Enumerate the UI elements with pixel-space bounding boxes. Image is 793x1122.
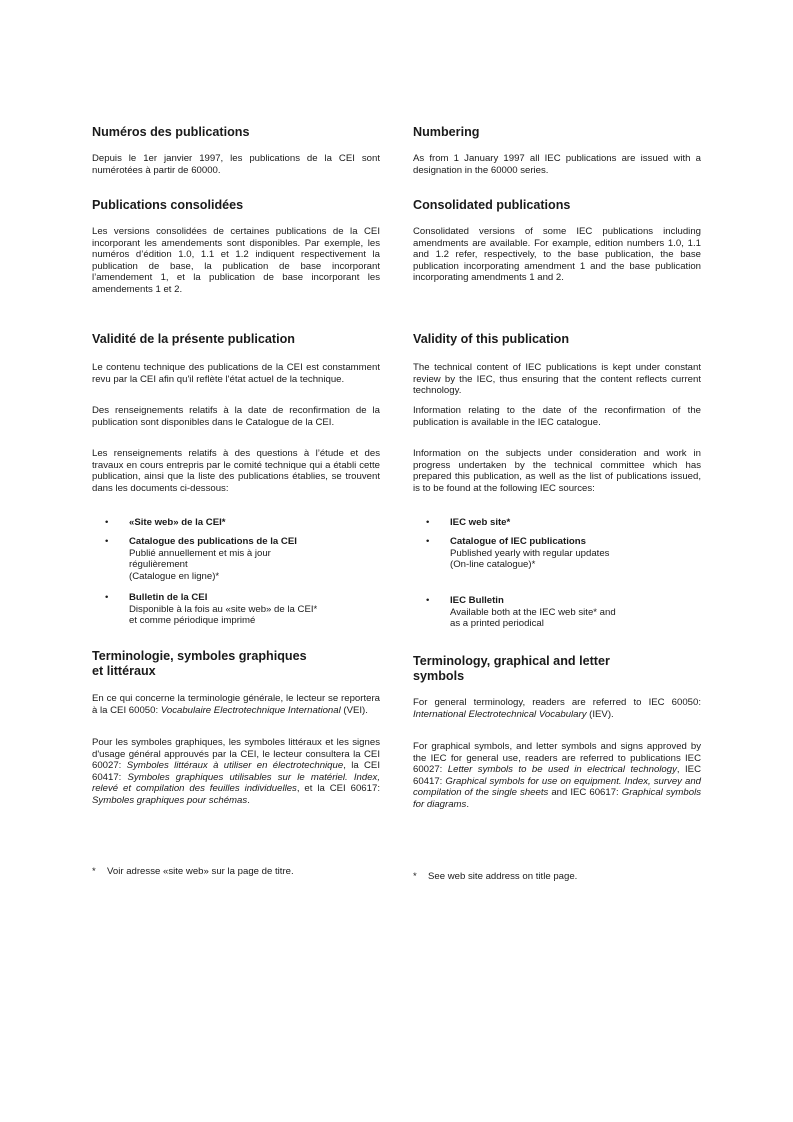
- paragraph-terminology-1-en: For general terminology, readers are referred to IEC 60050: International Electrotechnical Vocabulary (IEV).: [413, 697, 701, 720]
- heading-terminology-line1: Terminologie, symboles graphiques: [92, 649, 307, 663]
- bullet-icon: •: [426, 595, 430, 606]
- list-item-line: (Catalogue en ligne)*: [129, 570, 220, 582]
- heading-terminology-fr: [92, 649, 392, 679]
- paragraph-terminology-2-en: For graphical symbols, and letter symbols and signs approved by the IEC for general use, readers are referred to publications IEC 60027: Letter symbols to be used in electrical technology, IEC 60417: Graphical symbols for use on equipment. Index, survey and compilation of the single sheets and IEC 60617: Graphical symbols for diagrams.: [413, 741, 702, 810]
- list-item-line: as a printed periodical: [450, 618, 544, 630]
- paragraph-consolidated-en: Consolidated versions of some IEC publications including amendments are available. For example, edition numbers 1.0, 1.1 and 1.2 refer, respectively, to the base publication, the base publication incorporating amendment 1 and the base publication incorporating amendments 1 and 2.: [413, 226, 701, 284]
- footnote-marker: *: [92, 866, 96, 877]
- list-item-line: Available both at the IEC web site* and: [450, 606, 616, 618]
- heading-terminology-line2: symbols: [413, 669, 465, 683]
- list-item-title: Catalogue des publications de la CEI: [129, 536, 297, 547]
- heading-validity-en: Validity of this publication: [413, 332, 570, 346]
- paragraph-validity-3-en: Information on the subjects under consideration and work in progress undertaken by the technical committee which has prepared this publication, as well as the list of publications issued, is to be found at the following IEC sources:: [413, 448, 701, 494]
- list-item-title: IEC Bulletin: [450, 595, 504, 606]
- list-item-title: Catalogue of IEC publications: [450, 536, 586, 547]
- paragraph-terminology-1-fr: En ce qui concerne la terminologie générale, le lecteur se reportera à la CEI 60050: Vocabulaire Electrotechnique International (VEI).: [92, 693, 380, 716]
- footnote-text: See web site address on title page.: [428, 871, 578, 882]
- list-item-title: Bulletin de la CEI: [129, 592, 208, 603]
- list-item-line: régulièrement: [129, 559, 188, 571]
- list-item-line: Publié annuellement et mis à jour: [129, 547, 271, 559]
- list-item-title: IEC web site*: [450, 517, 511, 528]
- bullet-icon: •: [105, 592, 109, 603]
- heading-terminology-en: [413, 654, 713, 684]
- list-item-line: Published yearly with regular updates: [450, 547, 610, 559]
- paragraph-validity-1-fr: Le contenu technique des publications de la CEI est constamment revu par la CEI afin qu'il reflète l'état actuel de la technique.: [92, 362, 380, 385]
- heading-numbering-fr: Numéros des publications: [92, 125, 250, 139]
- list-item-line: Disponible à la fois au «site web» de la CEI*: [129, 603, 318, 615]
- paragraph-validity-1-en: The technical content of IEC publications is kept under constant review by the IEC, thus ensuring that the content reflects current technology.: [413, 362, 701, 397]
- paragraph-terminology-2-fr: Pour les symboles graphiques, les symboles littéraux et les signes d'usage général approuvés par la CEI, le lecteur consultera la CEI 60027: Symboles littéraux à utiliser en électrotechnique, la CEI 60417: Symboles graphiques utilisables sur le matériel. Index, relevé et compilation des feuilles individuelles, et la CEI 60617: Symboles graphiques pour schémas.: [92, 737, 380, 806]
- heading-consolidated-fr: Publications consolidées: [92, 198, 244, 212]
- paragraph-validity-2-en: Information relating to the date of the reconfirmation of the publication is available in the IEC catalogue.: [413, 405, 701, 428]
- list-item-line: et comme périodique imprimé: [129, 615, 256, 627]
- footnote-text: Voir adresse «site web» sur la page de titre.: [107, 866, 294, 877]
- list-item-line: (On-line catalogue)*: [450, 559, 536, 571]
- heading-terminology-line2: et littéraux: [92, 664, 156, 678]
- paragraph-numbering-fr: Depuis le 1er janvier 1997, les publications de la CEI sont numérotées à partir de 60000.: [92, 153, 380, 176]
- paragraph-validity-2-fr: Des renseignements relatifs à la date de reconfirmation de la publication sont disponibles dans le Catalogue de la CEI.: [92, 405, 380, 428]
- bullet-icon: •: [426, 517, 430, 528]
- heading-consolidated-en: Consolidated publications: [413, 198, 571, 212]
- footnote-marker: *: [413, 871, 417, 882]
- paragraph-consolidated-fr: Les versions consolidées de certaines publications de la CEI incorporant les amendements sont disponibles. Par exemple, les numéros d’édition 1.0, 1.1 et 1.2 indiquent respectivement la publication de base, la publication de base incorporant l’amendement 1, et la publication de base incorporant les amendements 1 et 2.: [92, 226, 380, 295]
- heading-validity-fr: Validité de la présente publication: [92, 332, 295, 346]
- paragraph-numbering-en: As from 1 January 1997 all IEC publications are issued with a designation in the 60000 series.: [413, 153, 701, 176]
- list-item-title: «Site web» de la CEI*: [129, 517, 226, 528]
- bullet-icon: •: [426, 536, 430, 547]
- bullet-icon: •: [105, 517, 109, 528]
- bullet-icon: •: [105, 536, 109, 547]
- heading-numbering-en: Numbering: [413, 125, 480, 139]
- heading-terminology-line1: Terminology, graphical and letter: [413, 654, 610, 668]
- paragraph-validity-3-fr: Les renseignements relatifs à des questions à l’étude et des travaux en cours entrepris par le comité technique qui a établi cette publication, ainsi que la liste des publications établies, se trouvent dans les documents ci-dessous:: [92, 448, 380, 494]
